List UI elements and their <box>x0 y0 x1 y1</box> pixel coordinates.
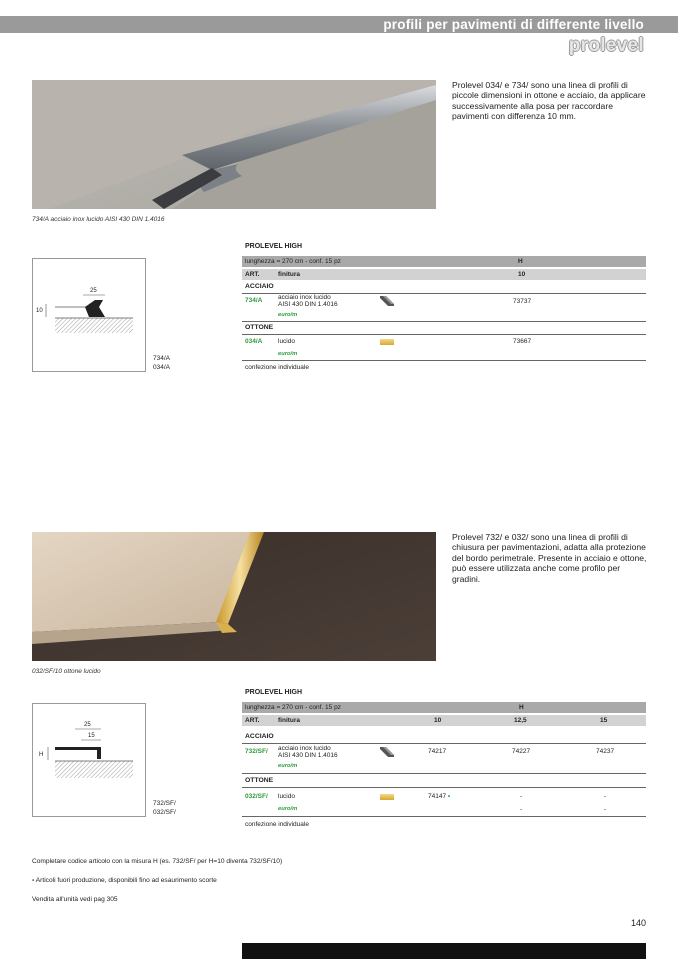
unit-label: euro/m <box>278 351 298 357</box>
divider <box>242 321 646 322</box>
price-value: 74217 <box>428 748 447 755</box>
table-title: PROLEVEL HIGH <box>245 689 303 696</box>
col-h-value: 10 <box>434 717 442 724</box>
unit-label: euro/m <box>278 763 298 769</box>
article-code: 732/SF/ <box>245 748 268 755</box>
finish-line1: lucido <box>278 793 295 800</box>
table-title: PROLEVEL HIGH <box>245 243 303 250</box>
product-code: 734/A <box>153 355 170 362</box>
group-acciaio: ACCIAIO <box>245 283 274 290</box>
profile-diagram-734 <box>32 258 146 372</box>
note-out-of-production: • Articoli fuori produzione, disponibili fino ad esaurimento scorte <box>32 877 217 884</box>
product-codes-032 <box>153 800 176 817</box>
unit-label: euro/m <box>278 806 298 812</box>
divider <box>242 773 646 774</box>
diagram-dim-height: 10 <box>36 308 43 314</box>
col-h-value: 12,5 <box>514 717 527 724</box>
group-acciaio: ACCIAIO <box>245 733 274 740</box>
table-footer: confezione individuale <box>245 821 309 828</box>
col-h-value: 15 <box>600 717 608 724</box>
finish-line1: acciaio inox lucido <box>278 745 331 752</box>
group-ottone: OTTONE <box>245 777 274 784</box>
brand-name: prolevel <box>568 35 644 56</box>
divider <box>242 360 646 361</box>
finish-line2: AISI 430 DIN 1.4016 <box>278 301 338 308</box>
h-header: H <box>519 704 524 711</box>
steel-swatch-icon <box>380 296 394 304</box>
profile-diagram-032 <box>32 703 146 817</box>
price-table-032 <box>242 689 646 831</box>
description-032: Prolevel 732/ e 032/ sono una linea di profili di chiusura per pavimentazioni, adatta alla protezione del bordo perimetrale. Presente in acciaio e ottone, può essere utilizzata anche come profilo per gradini. <box>452 532 647 584</box>
unit-label: euro/m <box>278 312 298 318</box>
out-of-production-marker: • <box>447 793 451 800</box>
table-header-row <box>242 269 646 280</box>
spec-text: lunghezza = 270 cm - conf. 15 pz <box>245 704 341 711</box>
price-value: 73667 <box>513 338 532 345</box>
table-spec-row <box>242 702 646 713</box>
divider <box>242 334 646 335</box>
article-code: 034/A <box>245 338 263 345</box>
price-value: 74147 • <box>428 793 451 800</box>
description-734: Prolevel 034/ e 734/ sono una linea di profili di piccole dimensioni in ottone e acciaio, da applicare successivamente alla posa per raccordare pavimenti con differenza 10 mm. <box>452 80 646 122</box>
col-art: ART. <box>245 271 260 278</box>
col-finish: finitura <box>278 717 301 724</box>
price-value: - <box>520 793 523 800</box>
product-code: 032/SF/ <box>153 808 176 816</box>
article-code: 032/SF/ <box>245 793 268 800</box>
green-dot-icon: • <box>32 877 35 884</box>
diagram-dim-outer: 25 <box>84 722 91 728</box>
diagram-dim-height: H <box>39 752 44 758</box>
diagram-dim-inner: 15 <box>88 733 95 739</box>
product-photo-032 <box>32 532 436 661</box>
divider <box>242 787 646 788</box>
finish-line1: acciaio inox lucido <box>278 294 331 301</box>
brass-swatch-icon <box>380 339 394 345</box>
price-value: 74237 <box>596 748 615 755</box>
photo-caption-734: 734/A acciaio inox lucido AISI 430 DIN 1.4016 <box>32 216 165 223</box>
brass-swatch-icon <box>380 794 394 800</box>
price-value: 73737 <box>513 298 532 305</box>
photo-caption-032: 032/SF/10 ottone lucido <box>32 668 101 675</box>
unit-value: - <box>604 806 607 813</box>
table-spec-row <box>242 256 646 267</box>
table-header-row <box>242 715 646 726</box>
finish-line2: AISI 430 DIN 1.4016 <box>278 752 338 759</box>
note-code-completion: Completare codice articolo con la misura H (es. 732/SF/ per H=10 diventa 732/SF/10) <box>32 858 283 865</box>
price-value: 74227 <box>512 748 531 755</box>
divider <box>242 743 646 744</box>
article-code: 734/A <box>245 297 263 304</box>
product-codes-734 <box>153 355 170 372</box>
diagram-dim-width: 25 <box>90 288 97 294</box>
product-code: 034/A <box>153 363 170 371</box>
divider <box>242 816 646 817</box>
product-photo-734 <box>32 80 436 209</box>
steel-swatch-icon <box>380 747 394 755</box>
finish-line1: lucido <box>278 338 295 345</box>
col-art: ART. <box>245 717 260 724</box>
price-table-734 <box>242 243 646 373</box>
table-footer: confezione individuale <box>245 364 309 371</box>
spec-text: lunghezza = 270 cm - conf. 15 pz <box>245 258 341 265</box>
page-title: profili per pavimenti di differente livello <box>383 17 644 32</box>
col-finish: finitura <box>278 271 301 278</box>
col-h-value: 10 <box>518 271 526 278</box>
group-ottone: OTTONE <box>245 324 274 331</box>
footer-bar <box>242 943 646 959</box>
note-unit-sale: Vendita all'unità vedi pag 305 <box>32 896 118 903</box>
page-number: 140 <box>630 918 646 928</box>
product-code: 732/SF/ <box>153 800 176 807</box>
price-value: - <box>604 793 607 800</box>
h-header: H <box>518 258 523 265</box>
unit-value: - <box>520 806 523 813</box>
